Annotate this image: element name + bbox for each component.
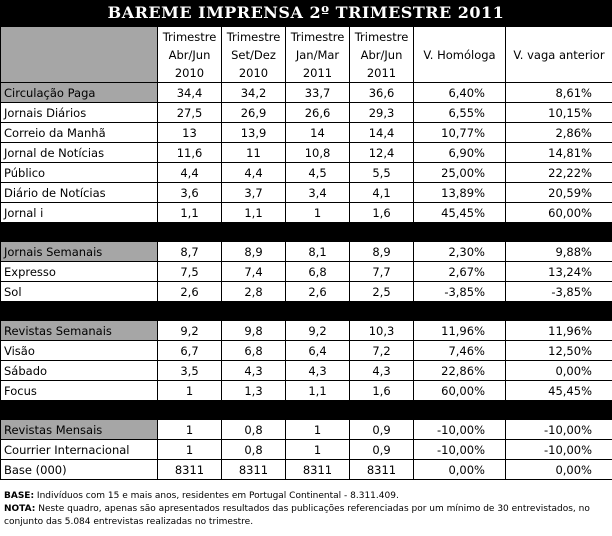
table-row <box>1 183 612 203</box>
quarter-value-cell: 12,4 <box>350 143 414 163</box>
group-total-row <box>1 83 612 103</box>
variation-cell: -10,00% <box>414 440 506 460</box>
row-label: Base (000) <box>1 460 158 480</box>
quarter-value-cell: 2,6 <box>286 282 350 302</box>
table-row <box>1 103 612 123</box>
quarter-value-cell: 4,4 <box>222 163 286 183</box>
variation-cell: 8,61% <box>506 83 612 103</box>
quarter-value-cell: 2,6 <box>158 282 222 302</box>
quarter-value-cell: 1 <box>286 203 350 223</box>
quarter-value-cell: 1,6 <box>350 203 414 223</box>
row-label: Expresso <box>1 262 158 282</box>
variation-cell: 12,50% <box>506 341 612 361</box>
table-row <box>1 341 612 361</box>
table-row <box>1 460 612 480</box>
quarter-value-cell: 8,7 <box>158 242 222 262</box>
quarter-value-cell: 6,8 <box>286 262 350 282</box>
quarter-value-cell: 8311 <box>158 460 222 480</box>
variation-cell: 20,59% <box>506 183 612 203</box>
quarter-value-cell: 3,7 <box>222 183 286 203</box>
quarter-value-cell: 2,5 <box>350 282 414 302</box>
quarter-value-cell: 8,9 <box>350 242 414 262</box>
row-label: Jornais Diários <box>1 103 158 123</box>
quarter-value-cell: 1,1 <box>222 203 286 223</box>
quarter-value-cell: 0,8 <box>222 440 286 460</box>
row-label: Visão <box>1 341 158 361</box>
variation-cell: 2,86% <box>506 123 612 143</box>
quarter-value-cell: 1,1 <box>158 203 222 223</box>
quarter-value-cell: 6,4 <box>286 341 350 361</box>
variation-cell: 13,89% <box>414 183 506 203</box>
base-note: BASE: Indivíduos com 15 e mais anos, residentes em Portugal Continental - 8.311.409. <box>4 491 399 501</box>
variation-cell: 25,00% <box>414 163 506 183</box>
group-total-row <box>1 242 612 262</box>
quarter-value-cell: 1 <box>158 440 222 460</box>
variation-cell: 9,88% <box>506 242 612 262</box>
quarter-value-cell: 11,6 <box>158 143 222 163</box>
variation-cell: -10,00% <box>506 440 612 460</box>
quarter-value-cell: 4,1 <box>350 183 414 203</box>
quarter-value-cell: 13 <box>158 123 222 143</box>
variation-cell: 10,15% <box>506 103 612 123</box>
row-label: Circulação Paga <box>1 83 158 103</box>
quarter-value-cell: 10,8 <box>286 143 350 163</box>
variation-cell: 0,00% <box>414 460 506 480</box>
variation-cell: 2,30% <box>414 242 506 262</box>
table-row <box>1 440 612 460</box>
quarter-value-cell: 8,1 <box>286 242 350 262</box>
section-separator <box>1 223 612 242</box>
separator-bar <box>1 302 612 321</box>
quarter-value-cell: 9,2 <box>158 321 222 341</box>
row-label: Revistas Semanais <box>1 321 158 341</box>
variation-cell: 7,46% <box>414 341 506 361</box>
col-header-abr-jun-2010: Trimestre Abr/Jun 2010 <box>158 27 222 83</box>
table-row <box>1 282 612 302</box>
row-label: Focus <box>1 381 158 401</box>
row-label: Jornal i <box>1 203 158 223</box>
variation-cell: 2,67% <box>414 262 506 282</box>
group-total-row <box>1 321 612 341</box>
col-header-v-vaga-anterior: V. vaga anterior <box>506 27 612 83</box>
variation-cell: -3,85% <box>506 282 612 302</box>
group-total-row <box>1 420 612 440</box>
quarter-value-cell: 7,4 <box>222 262 286 282</box>
quarter-value-cell: 4,4 <box>158 163 222 183</box>
quarter-value-cell: 4,3 <box>222 361 286 381</box>
variation-cell: 11,96% <box>414 321 506 341</box>
table-row <box>1 203 612 223</box>
row-label: Revistas Mensais <box>1 420 158 440</box>
nota-note: NOTA: Neste quadro, apenas são apresentados resultados das publicações referenciadas por um mínimo de 30 entrevistados, no conjunto das 5.084 entrevistas realizadas no trimestre. <box>4 504 590 527</box>
quarter-value-cell: 3,6 <box>158 183 222 203</box>
variation-cell: 13,24% <box>506 262 612 282</box>
row-label: Público <box>1 163 158 183</box>
variation-cell: 14,81% <box>506 143 612 163</box>
quarter-value-cell: 7,5 <box>158 262 222 282</box>
quarter-value-cell: 36,6 <box>350 83 414 103</box>
row-label: Diário de Notícias <box>1 183 158 203</box>
quarter-value-cell: 26,6 <box>286 103 350 123</box>
col-header-v-homologa: V. Homóloga <box>414 27 506 83</box>
table-row <box>1 262 612 282</box>
variation-cell: 60,00% <box>506 203 612 223</box>
row-label: Courrier Internacional <box>1 440 158 460</box>
separator-bar <box>1 401 612 420</box>
readership-table <box>0 26 612 480</box>
quarter-value-cell: 1 <box>158 420 222 440</box>
variation-cell: -10,00% <box>414 420 506 440</box>
section-separator <box>1 302 612 321</box>
quarter-value-cell: 1 <box>286 420 350 440</box>
table-row <box>1 361 612 381</box>
quarter-value-cell: 14,4 <box>350 123 414 143</box>
table-row <box>1 143 612 163</box>
quarter-value-cell: 5,5 <box>350 163 414 183</box>
variation-cell: 60,00% <box>414 381 506 401</box>
variation-cell: -10,00% <box>506 420 612 440</box>
quarter-value-cell: 4,3 <box>286 361 350 381</box>
quarter-value-cell: 7,2 <box>350 341 414 361</box>
quarter-value-cell: 1 <box>286 440 350 460</box>
quarter-value-cell: 34,4 <box>158 83 222 103</box>
quarter-value-cell: 1 <box>158 381 222 401</box>
quarter-value-cell: 7,7 <box>350 262 414 282</box>
quarter-value-cell: 3,5 <box>158 361 222 381</box>
col-header-set-dez-2010: Trimestre Set/Dez 2010 <box>222 27 286 83</box>
quarter-value-cell: 0,8 <box>222 420 286 440</box>
quarter-value-cell: 1,3 <box>222 381 286 401</box>
row-label: Jornais Semanais <box>1 242 158 262</box>
quarter-value-cell: 9,2 <box>286 321 350 341</box>
quarter-value-cell: 1,6 <box>350 381 414 401</box>
table-row <box>1 381 612 401</box>
quarter-value-cell: 9,8 <box>222 321 286 341</box>
col-header-abr-jun-2011: Trimestre Abr/Jun 2011 <box>350 27 414 83</box>
row-label: Sábado <box>1 361 158 381</box>
variation-cell: 0,00% <box>506 460 612 480</box>
header-corner <box>1 27 158 83</box>
variation-cell: 6,55% <box>414 103 506 123</box>
quarter-value-cell: 14 <box>286 123 350 143</box>
quarter-value-cell: 34,2 <box>222 83 286 103</box>
quarter-value-cell: 0,9 <box>350 440 414 460</box>
section-separator <box>1 401 612 420</box>
table-row <box>1 123 612 143</box>
table-title: BAREME IMPRENSA 2º TRIMESTRE 2011 <box>0 0 612 26</box>
quarter-value-cell: 11 <box>222 143 286 163</box>
col-header-jan-mar-2011: Trimestre Jan/Mar 2011 <box>286 27 350 83</box>
header-row <box>1 27 612 83</box>
quarter-value-cell: 1,1 <box>286 381 350 401</box>
quarter-value-cell: 8311 <box>222 460 286 480</box>
table-row <box>1 163 612 183</box>
row-label: Sol <box>1 282 158 302</box>
quarter-value-cell: 8311 <box>350 460 414 480</box>
quarter-value-cell: 8,9 <box>222 242 286 262</box>
quarter-value-cell: 13,9 <box>222 123 286 143</box>
variation-cell: 45,45% <box>414 203 506 223</box>
quarter-value-cell: 6,8 <box>222 341 286 361</box>
separator-bar <box>1 223 612 242</box>
variation-cell: 6,40% <box>414 83 506 103</box>
variation-cell: 22,22% <box>506 163 612 183</box>
quarter-value-cell: 27,5 <box>158 103 222 123</box>
quarter-value-cell: 10,3 <box>350 321 414 341</box>
variation-cell: -3,85% <box>414 282 506 302</box>
quarter-value-cell: 33,7 <box>286 83 350 103</box>
variation-cell: 45,45% <box>506 381 612 401</box>
variation-cell: 0,00% <box>506 361 612 381</box>
variation-cell: 10,77% <box>414 123 506 143</box>
quarter-value-cell: 8311 <box>286 460 350 480</box>
quarter-value-cell: 26,9 <box>222 103 286 123</box>
quarter-value-cell: 29,3 <box>350 103 414 123</box>
quarter-value-cell: 2,8 <box>222 282 286 302</box>
quarter-value-cell: 6,7 <box>158 341 222 361</box>
quarter-value-cell: 0,9 <box>350 420 414 440</box>
quarter-value-cell: 4,3 <box>350 361 414 381</box>
row-label: Jornal de Notícias <box>1 143 158 163</box>
variation-cell: 6,90% <box>414 143 506 163</box>
row-label: Correio da Manhã <box>1 123 158 143</box>
quarter-value-cell: 4,5 <box>286 163 350 183</box>
quarter-value-cell: 3,4 <box>286 183 350 203</box>
variation-cell: 11,96% <box>506 321 612 341</box>
variation-cell: 22,86% <box>414 361 506 381</box>
footnotes <box>4 490 608 529</box>
